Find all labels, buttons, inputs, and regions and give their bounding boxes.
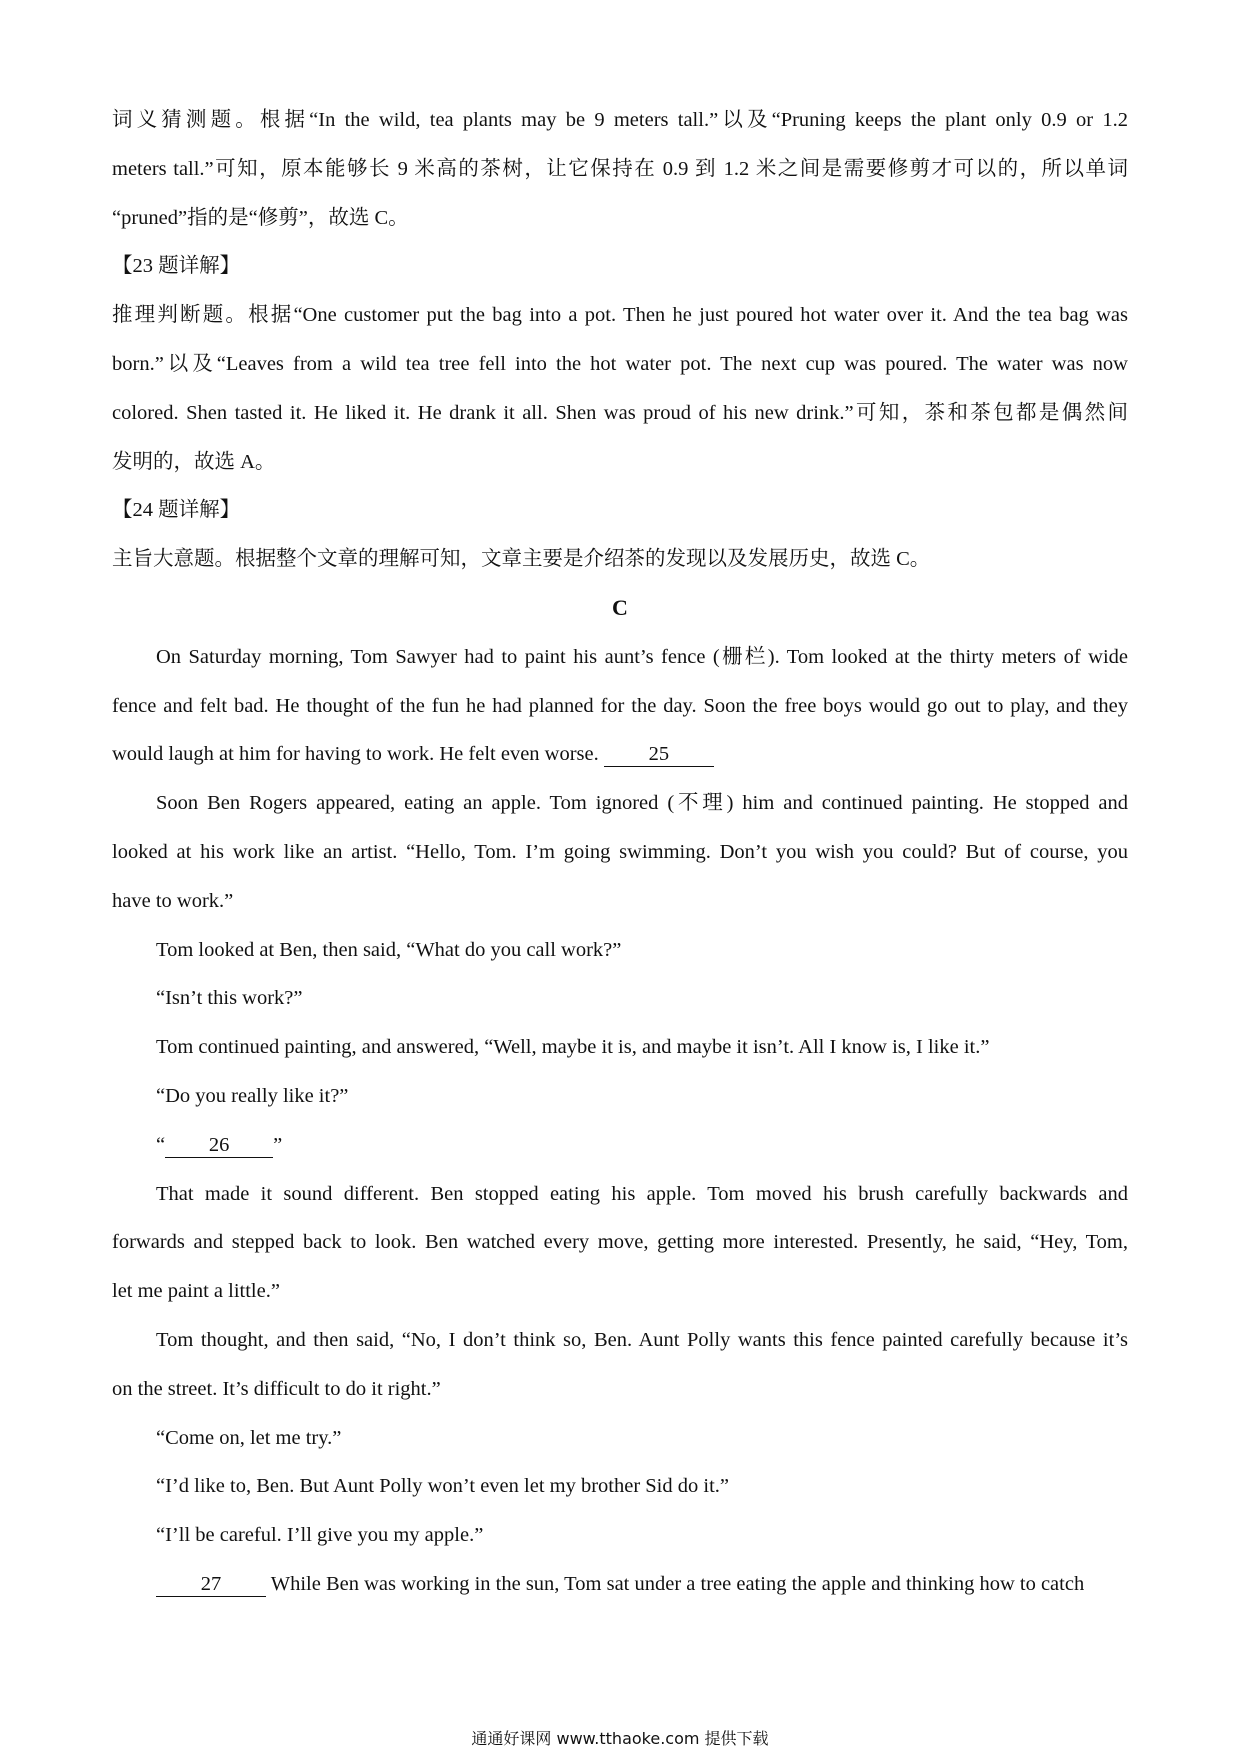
p7-line	[112, 1121, 1128, 1170]
q23-line-1: 推理判断题。根据“One customer put the bag into a pot. Then he just poured hot water over it. And the tea bag was	[112, 304, 1128, 327]
q24-line: 主旨大意题。根据整个文章的理解可知，文章主要是介绍茶的发现以及发展历史，故选 C。	[112, 548, 931, 571]
p8-line-3: let me paint a little.”	[112, 1280, 280, 1303]
p2-line-2: looked at his work like an artist. “Hello, Tom. I’m going swimming. Don’t you wish you could? But of course, you	[112, 840, 1128, 863]
p1-line-3	[112, 730, 1128, 779]
blank-25: 25	[604, 742, 714, 767]
p11-line: “I’d like to, Ben. But Aunt Polly won’t even let my brother Sid do it.”	[156, 1475, 729, 1498]
p12-line: “I’ll be careful. I’ll give you my apple.”	[156, 1524, 484, 1547]
p7-close-quote: ”	[273, 1133, 283, 1156]
p9-line-1: Tom thought, and then said, “No, I don’t think so, Ben. Aunt Polly wants this fence painted carefully because it’s	[156, 1328, 1128, 1351]
q23-line-3: colored. Shen tasted it. He liked it. He drank it all. Shen was proud of his new drink.”可知，茶和茶包都是偶然间	[112, 401, 1128, 424]
footer-watermark: 通通好课网 www.tthaoke.com 提供下载	[471, 1729, 769, 1748]
p5-line: Tom continued painting, and answered, “Well, maybe it is, and maybe it isn’t. All I know is, I like it.”	[156, 1036, 990, 1059]
p6-line: “Do you really like it?”	[156, 1084, 349, 1107]
q23-line-2: born.”以及“Leaves from a wild tea tree fell into the hot water pot. The next cup was poured. The water was now	[112, 352, 1128, 375]
p1-last-text: would laugh at him for having to work. He felt even worse.	[112, 743, 599, 766]
p7-open-quote: “	[156, 1133, 166, 1156]
p10-line: “Come on, let me try.”	[156, 1426, 342, 1449]
p9-line-2: on the street. It’s difficult to do it right.”	[112, 1377, 441, 1400]
q23-heading: 【23 题详解】	[112, 255, 241, 278]
p2-line-3: have to work.”	[112, 889, 234, 912]
blank-26: 26	[165, 1133, 273, 1158]
q22-line-3: “pruned”指的是“修剪”，故选 C。	[112, 206, 409, 229]
q24-heading: 【24 题详解】	[112, 499, 241, 522]
document-page	[112, 96, 1128, 1609]
passage-title: C	[612, 594, 628, 620]
p4-line: “Isn’t this work?”	[156, 987, 303, 1010]
blank-27: 27	[156, 1572, 266, 1597]
q22-line-1: 词义猜测题。根据“In the wild, tea plants may be 9 meters tall.”以及“Pruning keeps the plant only 0.9 or 1.2	[112, 109, 1128, 131]
p13-text: While Ben was working in the sun, Tom sat under a tree eating the apple and thinking how to catch	[270, 1572, 1085, 1595]
q22-line-2: meters tall.”可知，原本能够长 9 米高的茶树，让它保持在 0.9 到 1.2 米之间是需要修剪才可以的，所以单词	[112, 157, 1128, 180]
p1-line-1: On Saturday morning, Tom Sawyer had to paint his aunt’s fence (栅栏). Tom looked at the thirty meters of wide	[156, 645, 1128, 668]
p8-line-2: forwards and stepped back to look. Ben watched every move, getting more interested. Presently, he said, “Hey, Tom,	[112, 1231, 1128, 1254]
q23-line-4: 发明的，故选 A。	[112, 450, 276, 473]
p3-line: Tom looked at Ben, then said, “What do you call work?”	[156, 938, 622, 961]
p8-line-1: That made it sound different. Ben stopped eating his apple. Tom moved his brush carefully backwards and	[156, 1182, 1128, 1205]
p1-line-2: fence and felt bad. He thought of the fun he had planned for the day. Soon the free boys would go out to play, and they	[112, 694, 1128, 717]
p2-line-1: Soon Ben Rogers appeared, eating an apple. Tom ignored (不理) him and continued painting. He stopped and	[156, 792, 1128, 815]
p13-line	[112, 1560, 1128, 1609]
